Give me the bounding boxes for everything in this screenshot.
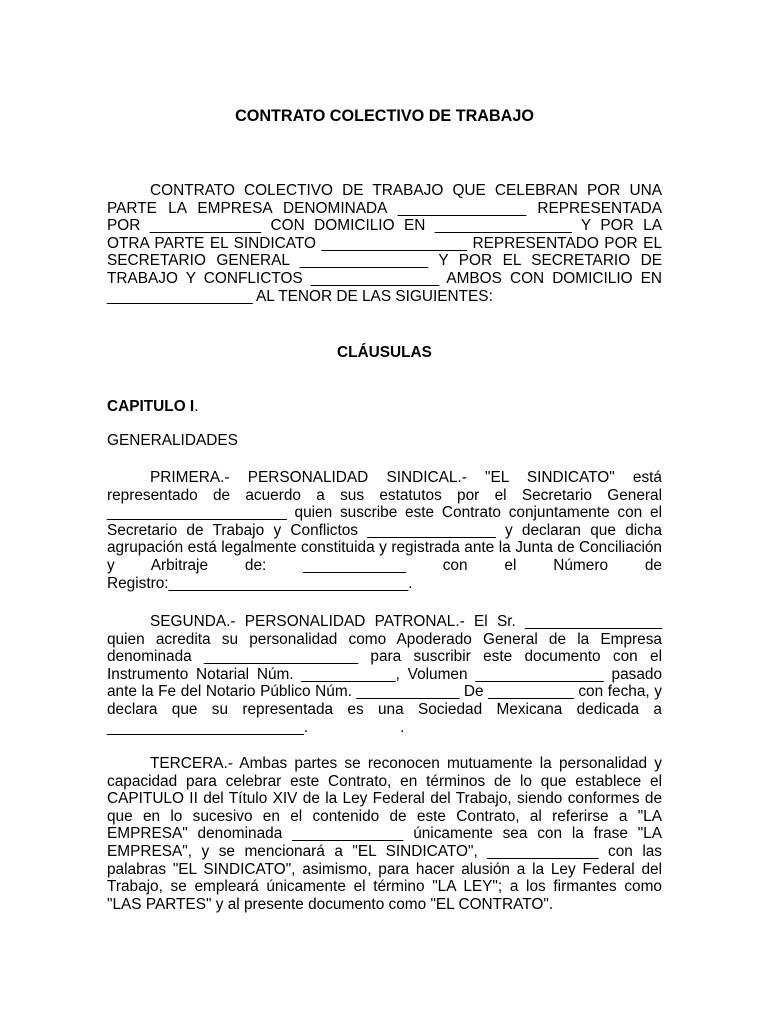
clauses-heading: CLÁUSULAS [337,344,432,361]
clause-segunda-tail: . [400,718,405,736]
chapter-suffix: . [194,398,199,415]
clause-segunda-text: SEGUNDA.- PERSONALIDAD PATRONAL.- El Sr. ________________ quien acredita su personalidad como Apoderado General de la Empresa denominada __________________ para suscribir este documento con el Instrumento Notarial Núm. ___________, Volumen _______________ pasado ante la Fe del Notario Público Núm. ____________ De __________ con fecha, y declara que su representada es una Sociedad Mexicana dedicada a _______________________. [107,613,662,736]
chapter-label: CAPITULO I [107,398,195,415]
clause-segunda [107,613,662,736]
chapter-heading [107,398,662,416]
clause-primera: PRIMERA.- PERSONALIDAD SINDICAL.- "EL SINDICATO" está representado de acuerdo a sus estatutos por el Secretario General _____________________ quien suscribe este Contrato conjuntamente con el Secretario de Trabajo y Conflictos _______________ y declaran que dicha agrupación está legalmente constituida y registrada ante la Junta de Conciliación y Arbitraje de: ____________ con el Número de Registro:____________________________. [107,469,662,592]
chapter-subtitle: GENERALIDADES [107,432,238,449]
intro-paragraph: CONTRATO COLECTIVO DE TRABAJO QUE CELEBRAN POR UNA PARTE LA EMPRESA DENOMINADA _______________ REPRESENTADA POR _____________ CON DOMICILIO EN ________________ Y POR LA OTRA PARTE EL SINDICATO _________________ REPRESENTADO POR EL SECRETARIO GENERAL _______________ Y POR EL SECRETARIO DE TRABAJO Y CONFLICTOS _______________ AMBOS CON DOMICILIO EN _________________ AL TENOR DE LAS SIGUIENTES: [107,182,662,305]
clause-tercera: TERCERA.- Ambas partes se reconocen mutuamente la personalidad y capacidad para celebrar este Contrato, en términos de lo que establece el CAPITULO II del Título XIV de la Ley Federal del Trabajo, siendo conformes de que en lo sucesivo en el contenido de este Contrato, al referirse a "LA EMPRESA" denominada _____________ únicamente sea con la frase "LA EMPRESA", y se mencionará a "EL SINDICATO", _____________ con las palabras "EL SINDICATO", asimismo, para hacer alusión a la Ley Federal del Trabajo, se empleará únicamente el término "LA LEY"; a los firmantes como "LAS PARTES" y al presente documento como "EL CONTRATO". [107,755,662,913]
document-title: CONTRATO COLECTIVO DE TRABAJO [235,107,534,125]
